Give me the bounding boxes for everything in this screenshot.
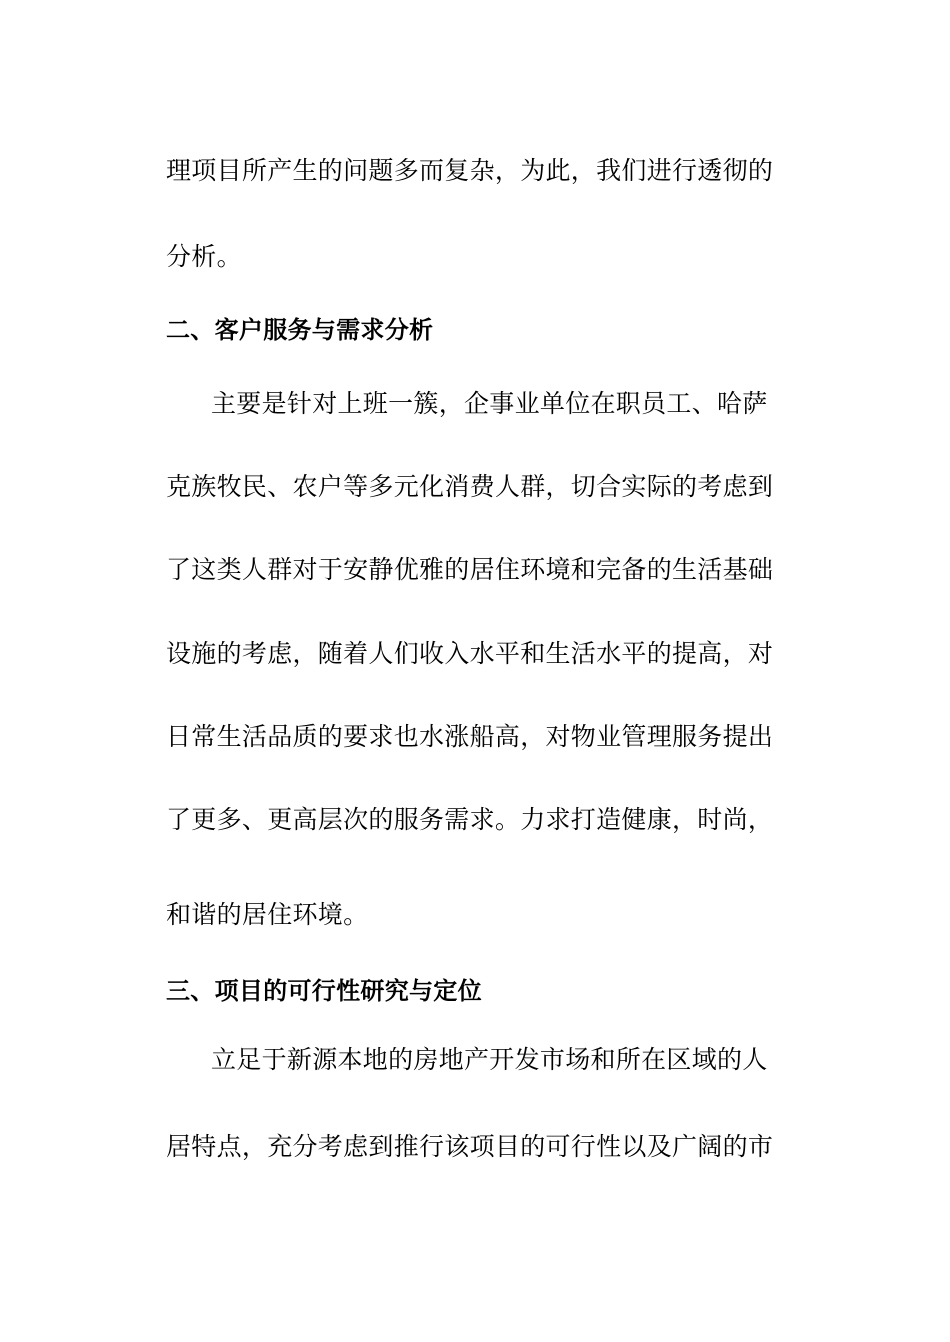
section-heading: 二、客户服务与需求分析 bbox=[166, 316, 434, 344]
paragraph-line: 和谐的居住环境。 bbox=[166, 900, 369, 929]
paragraph-line: 了更多、更高层次的服务需求。力求打造健康，时尚， bbox=[166, 805, 774, 834]
paragraph-line: 立足于新源本地的房地产开发市场和所在区域的人 bbox=[211, 1045, 768, 1074]
paragraph-line: 居特点，充分考虑到推行该项目的可行性以及广阔的市 bbox=[166, 1132, 774, 1161]
paragraph-line: 日常生活品质的要求也水涨船高，对物业管理服务提出 bbox=[166, 722, 774, 751]
paragraph-line: 理项目所产生的问题多而复杂，为此，我们进行透彻的 bbox=[166, 156, 774, 185]
paragraph-line: 分析。 bbox=[166, 242, 242, 271]
paragraph-line: 克族牧民、农户等多元化消费人群，切合实际的考虑到 bbox=[166, 472, 774, 501]
paragraph-line: 主要是针对上班一簇，企事业单位在职员工、哈萨 bbox=[211, 389, 768, 418]
paragraph-line: 设施的考虑，随着人们收入水平和生活水平的提高，对 bbox=[166, 639, 774, 668]
paragraph-line: 了这类人群对于安静优雅的居住环境和完备的生活基础 bbox=[166, 555, 774, 584]
section-heading: 三、项目的可行性研究与定位 bbox=[166, 977, 482, 1005]
